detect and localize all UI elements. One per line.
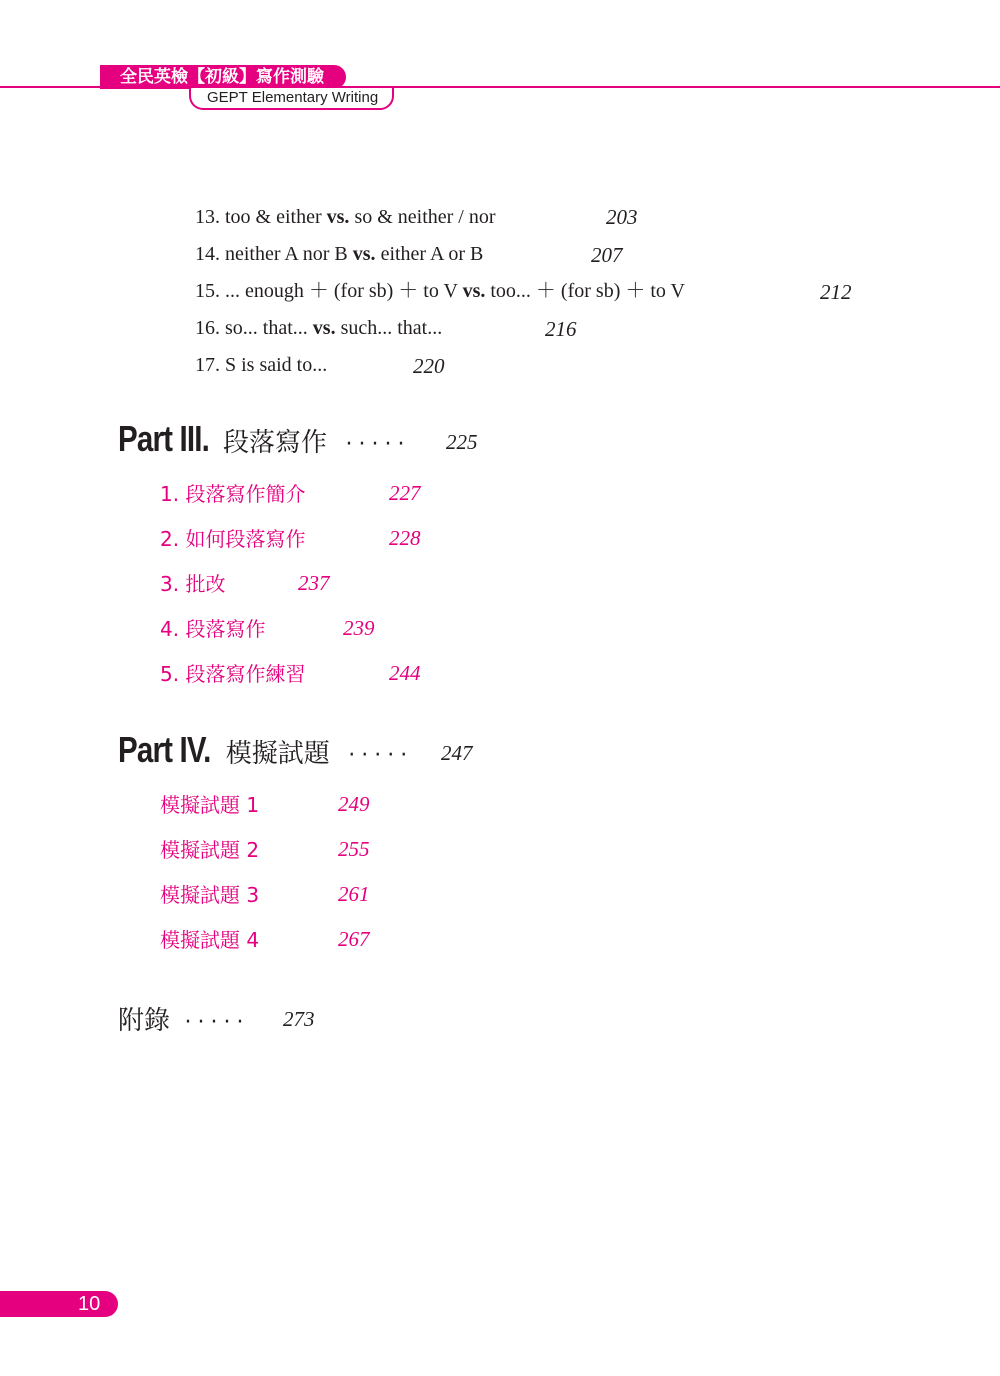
book-title: 全民英檢【初級】寫作測驗: [100, 65, 346, 89]
part-4-item-3-page: 261: [338, 882, 370, 906]
part-4-item-1-page: 249: [338, 792, 370, 816]
leader-dots: ·····: [345, 432, 411, 457]
entry-text-pre: 14. neither A nor B: [195, 243, 353, 265]
entry-vs: vs.: [352, 243, 376, 265]
toc-page-13: 203: [606, 205, 638, 229]
part-3-label: Part III.: [118, 418, 210, 459]
part-4-heading[interactable]: [118, 729, 413, 771]
leader-dots: ·····: [184, 1010, 250, 1035]
part-4-item-2-page: 255: [338, 837, 370, 861]
part-4-item-2[interactable]: 模擬試題 2: [160, 838, 260, 862]
appendix-heading[interactable]: [118, 1000, 249, 1037]
part-4-item-4-page: 267: [338, 927, 370, 951]
appendix-title: 附錄: [118, 1006, 171, 1036]
part-4-item-1[interactable]: 模擬試題 1: [160, 793, 260, 817]
entry-text-post: such... that...: [335, 317, 443, 339]
book-subtitle: GEPT Elementary Writing: [189, 88, 394, 110]
part-4-title: 模擬試題: [225, 739, 330, 769]
toc-page-17: 220: [413, 354, 445, 378]
toc-entry-17[interactable]: [195, 353, 327, 377]
entry-text-post: either A or B: [375, 243, 484, 265]
toc-entry-13[interactable]: [195, 205, 496, 229]
part-3-title: 段落寫作: [223, 428, 328, 458]
entry-text-pre: 17. S is said to...: [195, 354, 328, 376]
toc-page-16: 216: [545, 317, 577, 341]
toc-entry-15[interactable]: [195, 279, 685, 303]
page-number: 10: [78, 1293, 101, 1315]
entry-text-post: so & neither / nor: [349, 206, 496, 228]
entry-text-pre: 15. ... enough ＋ (for sb) ＋ to V: [195, 280, 463, 302]
part-3-item-4-page: 239: [343, 616, 375, 640]
part-3-item-5[interactable]: 5. 段落寫作練習: [160, 662, 306, 686]
entry-text-pre: 13. too & either: [195, 206, 327, 228]
entry-vs: vs.: [326, 206, 350, 228]
toc-page-14: 207: [591, 243, 623, 267]
part-4-item-3[interactable]: 模擬試題 3: [160, 883, 260, 907]
entry-vs: vs.: [462, 280, 486, 302]
toc-entry-16[interactable]: [195, 316, 442, 340]
toc-page-15: 212: [820, 280, 852, 304]
part-4-page: 247: [441, 741, 473, 765]
part-3-item-1[interactable]: 1. 段落寫作簡介: [160, 482, 306, 506]
part-3-heading[interactable]: [118, 418, 410, 460]
part-4-label: Part IV.: [118, 729, 211, 770]
part-3-item-5-page: 244: [389, 661, 421, 685]
part-3-item-3-page: 237: [298, 571, 330, 595]
leader-dots: ·····: [348, 743, 414, 768]
part-3-item-1-page: 227: [389, 481, 421, 505]
toc-entry-14[interactable]: [195, 242, 483, 266]
part-4-item-4[interactable]: 模擬試題 4: [160, 928, 260, 952]
part-3-item-3[interactable]: 3. 批改: [160, 572, 226, 596]
entry-text-post: too... ＋ (for sb) ＋ to V: [485, 280, 685, 302]
part-3-item-2[interactable]: 2. 如何段落寫作: [160, 527, 306, 551]
part-3-page: 225: [446, 430, 478, 454]
entry-vs: vs.: [312, 317, 336, 339]
appendix-page: 273: [283, 1007, 315, 1031]
part-3-item-4[interactable]: 4. 段落寫作: [160, 617, 266, 641]
entry-text-pre: 16. so... that...: [195, 317, 313, 339]
part-3-item-2-page: 228: [389, 526, 421, 550]
page-number-tab: [0, 1291, 118, 1317]
